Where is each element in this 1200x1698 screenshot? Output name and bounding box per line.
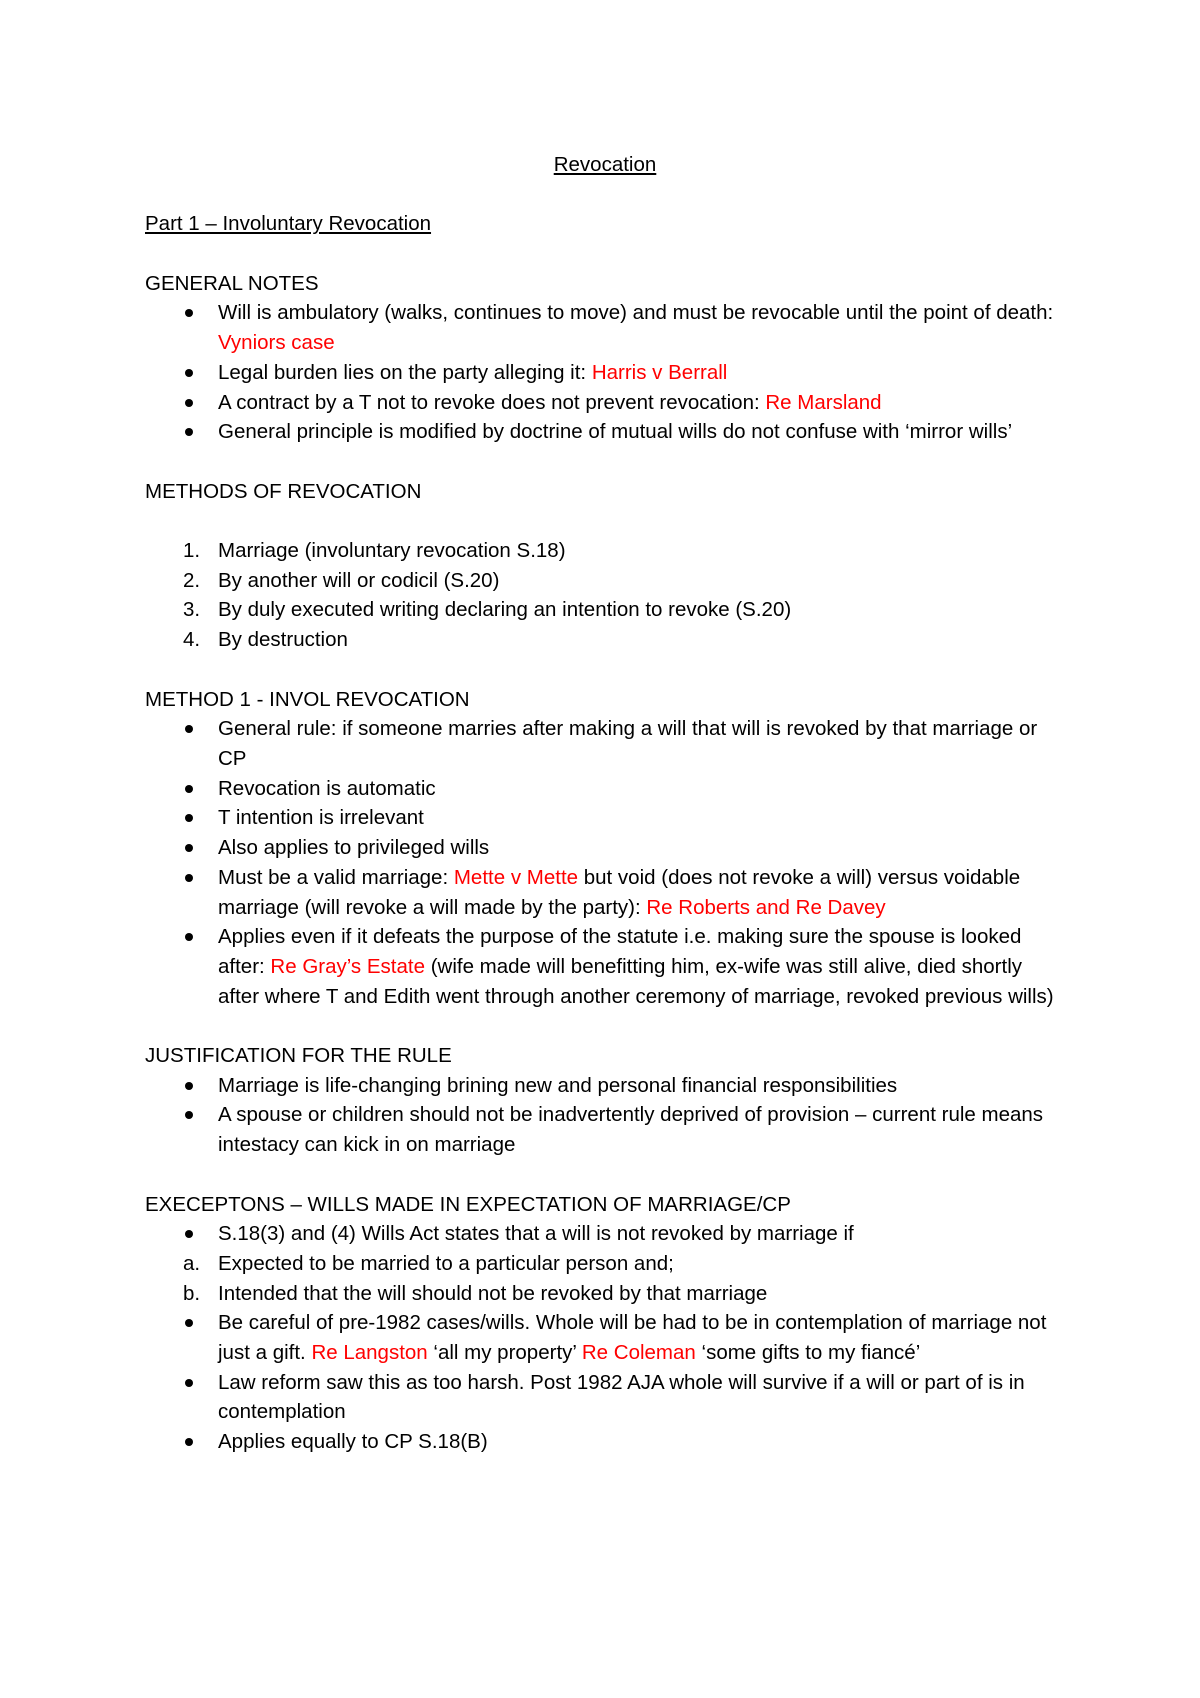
item-text: ‘some gifts to my fiancé’: [695, 1341, 921, 1365]
case-name: Re Langston: [311, 1341, 428, 1365]
list-item: [145, 1279, 1065, 1309]
spacer: [145, 1160, 1065, 1190]
list-item: [145, 1368, 1065, 1427]
list-item: [145, 566, 1065, 596]
item-text: Legal burden lies on the party alleging it:: [218, 360, 592, 384]
list-item: [145, 358, 1065, 388]
list-item: [145, 1100, 1065, 1159]
case-name: Mette v Mette: [453, 865, 579, 889]
spacer: [145, 655, 1065, 685]
section-heading-general-notes: GENERAL NOTES: [145, 271, 319, 295]
list-item: [145, 417, 1065, 447]
list-item: [145, 863, 1065, 922]
list-item: [145, 1308, 1065, 1367]
item-text: Will is ambulatory (walks, continues to move) and must be revocable until the point of death:: [218, 301, 1054, 325]
case-name: Re Marsland: [765, 390, 882, 414]
item-text: Must be a valid marriage:: [218, 865, 454, 889]
item-number: 2.: [183, 568, 201, 592]
list-item: [145, 1071, 1065, 1101]
case-name: Re Roberts and Re Davey: [646, 895, 886, 919]
list-item: [145, 388, 1065, 418]
item-text: T intention is irrelevant: [218, 806, 424, 830]
item-number: 1.: [183, 539, 201, 563]
document-title: Revocation: [553, 153, 657, 176]
spacer: [145, 506, 1065, 536]
item-text: Marriage (involuntary revocation S.18): [218, 539, 566, 563]
item-text: By destruction: [218, 628, 348, 652]
exceptions-list: [145, 1219, 1065, 1457]
case-name: Vyniors case: [218, 331, 335, 355]
list-item: [145, 922, 1065, 1011]
list-item: [145, 1427, 1065, 1457]
item-text: but void (does not revoke a will) versus voidable marriage (will revoke a will made by the party):: [218, 865, 1021, 919]
item-letter: a.: [183, 1251, 201, 1275]
item-text: Also applies to privileged wills: [218, 836, 490, 860]
item-text: Expected to be married to a particular person and;: [218, 1251, 674, 1275]
item-text: By another will or codicil (S.20): [218, 568, 500, 592]
section-heading-methods: METHODS OF REVOCATION: [145, 479, 422, 503]
spacer: [145, 1011, 1065, 1041]
item-number: 3.: [183, 598, 201, 622]
item-text: General rule: if someone marries after making a will that will is revoked by that marriage or CP: [218, 717, 1038, 770]
list-item: [145, 714, 1065, 773]
part-heading: Part 1 – Involuntary Revocation: [145, 212, 432, 236]
item-text: ‘all my property’: [427, 1341, 582, 1365]
item-text: Be careful of pre-1982 cases/wills. Whole will be had to be in contemplation of marriage not just a gift.: [218, 1311, 1047, 1365]
case-name: Harris v Berrall: [591, 360, 728, 384]
list-item: [145, 536, 1065, 566]
methods-list: [145, 536, 1065, 655]
item-number: 4.: [183, 628, 201, 652]
document-page: [145, 150, 1065, 1457]
item-text: S.18(3) and (4) Wills Act states that a will is not revoked by marriage if: [218, 1222, 854, 1246]
item-text: Applies equally to CP S.18(B): [218, 1430, 488, 1454]
item-text: General principle is modified by doctrine of mutual wills do not confuse with ‘mirror wills’: [218, 420, 1013, 444]
general-notes-list: [145, 298, 1065, 447]
justification-list: [145, 1071, 1065, 1160]
section-heading-justification: JUSTIFICATION FOR THE RULE: [145, 1044, 452, 1067]
method1-list: [145, 714, 1065, 1011]
item-text: Marriage is life-changing brining new and personal financial responsibilities: [218, 1073, 898, 1097]
item-text: Revocation is automatic: [218, 776, 436, 800]
case-name: Re Gray’s Estate: [270, 954, 425, 978]
item-text: Applies even if it defeats the purpose of the statute i.e. making sure the spouse is looked after:: [218, 925, 1022, 978]
list-item: [145, 803, 1065, 833]
spacer: [145, 447, 1065, 477]
item-text: Law reform saw this as too harsh. Post 1982 AJA whole will survive if a will or part of is in contemplation: [218, 1370, 1025, 1424]
list-item: [145, 1219, 1065, 1249]
list-item: [145, 774, 1065, 804]
list-item: [145, 595, 1065, 625]
list-item: [145, 298, 1065, 357]
list-item: [145, 833, 1065, 863]
item-text: (wife made will benefitting him, ex-wife was still alive, died shortly after where T and Edith went through another ceremony of marriage, revoked previous wills): [218, 954, 1054, 1008]
item-text: Intended that the will should not be revoked by that marriage: [218, 1281, 768, 1305]
case-name: Re Coleman: [581, 1341, 696, 1365]
list-item: [145, 1249, 1065, 1279]
section-heading-exceptions: EXECEPTONS – WILLS MADE IN EXPECTATION OF MARRIAGE/CP: [145, 1192, 791, 1216]
item-text: By duly executed writing declaring an intention to revoke (S.20): [218, 598, 792, 622]
item-letter: b.: [183, 1281, 201, 1305]
item-text: A contract by a T not to revoke does not prevent revocation:: [218, 390, 766, 414]
list-item: [145, 625, 1065, 655]
section-heading-method1: METHOD 1 - INVOL REVOCATION: [145, 687, 470, 711]
item-text: A spouse or children should not be inadvertently deprived of provision – current rule means intestacy can kick in on marriage: [218, 1103, 1044, 1157]
